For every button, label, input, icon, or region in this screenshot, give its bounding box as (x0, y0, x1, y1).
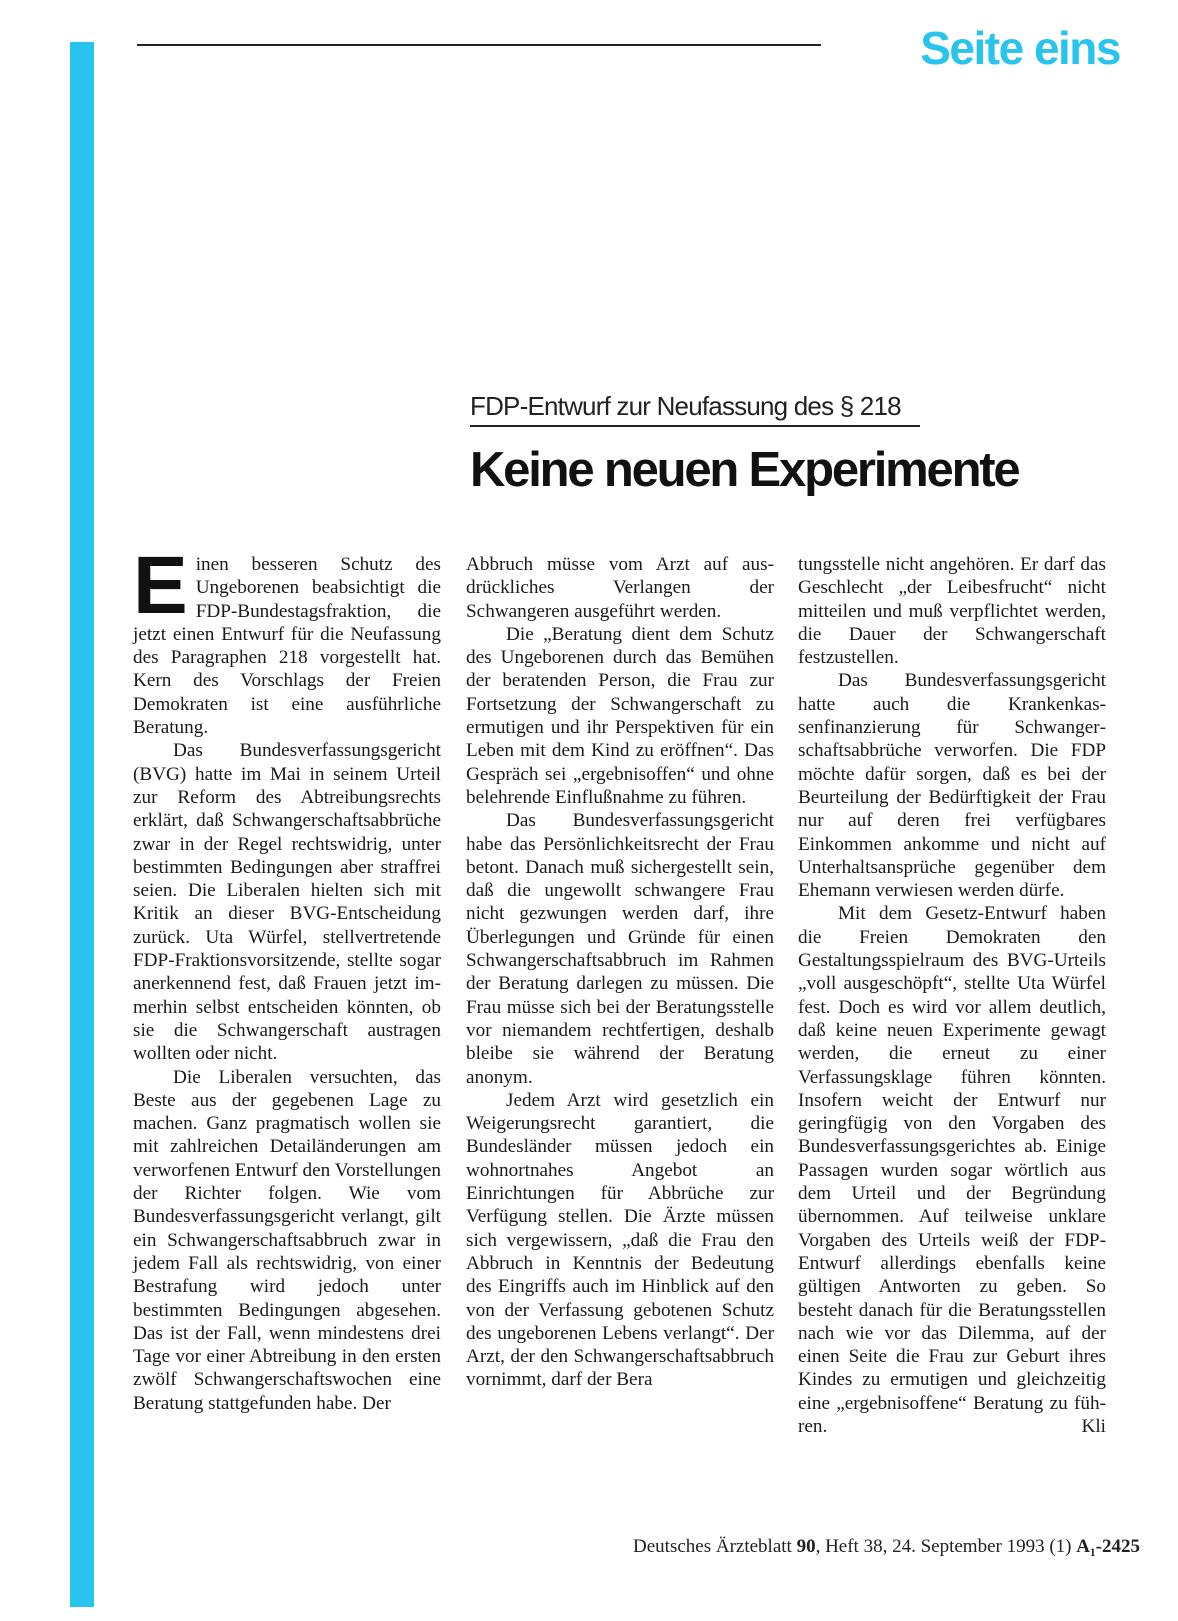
issue-date: , Heft 38, 24. September 1993 (1) (815, 1536, 1072, 1557)
paragraph-text: inen besseren Schutz des Ungeborenen beabsichtigt die FDP-Bundestagsfraktion, die jetzt einen Entwurf für die Neufassung des Paragraphen 218 vorgestellt hat. Kern des Vorschlags der Freien Demokraten ist eine ausführliche Beratung. (133, 554, 441, 739)
article-headline: Keine neuen Experimente (470, 443, 1019, 497)
paragraph: Jedem Arzt wird gesetzlich ein Weigerungsrecht garantiert, die Bundesländer müssen jedoch ein wohnortnahes Angebot an Einrichtungen für Abbrüche zur Verfügung stellen. Die Ärzte müssen sich vergewissern, „daß die Frau den Abbruch in Kenntnis der Bedeutung des Eingriffs auch im Hinblick auf den von der Verfassung gebotenen Schutz des ungeborenen Lebens verlangt“. Der Arzt, der den Schwangerschaftsabbruch vornimmt, darf der Bera (466, 1089, 774, 1391)
paragraph: Das Bundesverfassungsgericht hatte auch die Krankenkassenfinanzierung für Schwangerschaftsabbrüche verworfen. Die FDP möchte dafür sorgen, daß es bei der Beurteilung der Bedürftigkeit der Frau nur auf deren frei verfügbares Einkommen ankomme und nicht auf Unterhaltsansprüche gegenüber dem Ehemann verwiesen werden dürfe. (798, 670, 1106, 902)
page-footer (500, 1535, 1140, 1559)
accent-side-bar (70, 42, 94, 1607)
paragraph: Das Bundesverfassungsgericht (BVG) hatte im Mai in seinem Urteil zur Reform des Abtreibungsrechts erklärt, daß Schwangerschaftsabbrüche zwar in der Regel rechtswidrig, unter bestimmten Bedingungen aber straffrei seien. Die Liberalen hielten sich mit Kritik an dieser BVG-Entscheidung zurück. Uta Würfel, stellvertretende FDP-Fraktionsvorsitzende, stellte sogar anerkennend fest, daß Frauen jetzt immerhin selbst entscheiden könnten, ob sie die Schwangerschaft austragen wollten oder nicht. (133, 740, 441, 1065)
journal-name: Deutsches Ärzteblatt (633, 1536, 792, 1557)
paragraph: Abbruch müsse vom Arzt auf ausdrückliches Verlangen der Schwangeren ausgeführt werden. (466, 554, 774, 622)
drop-cap: E (133, 540, 188, 631)
top-rule (137, 44, 821, 46)
paragraph: Das Bundesverfassungsgericht habe das Persönlichkeitsrecht der Frau betont. Danach muß sichergestellt sein, daß die ungewollt schwangere Frau nicht gezwungen werden darf, ihre Überlegungen und Gründe für einen Schwangerschaftsabbruch im Rahmen der Beratung darlegen zu müssen. Die Frau müsse sich bei der Beratungsstelle vor niemandem rechtfertigen, deshalb bleibe sie während der Beratung anonym. (466, 810, 774, 1088)
article-kicker: FDP-Entwurf zur Neufassung des § 218 (470, 390, 920, 427)
paragraph: Mit dem Gesetz-Entwurf haben die Freien Demokraten den Gestaltungsspielraum des BVG-Urteils „voll ausgeschöpft“, stellte Uta Würfel fest. Doch es wird vor allem deutlich, daß keine neuen Experimente gewagt werden, die erneut zu einer Verfassungsklage führen könnten. Insofern weicht der Entwurf nur geringfügig von den Vorgaben des Bundesverfassungsgerichtes ab. Einige Passagen wurden sogar wörtlich aus dem Urteil und der Begründung übernommen. Auf teilweise unklare Vorgaben des Urteils weiß der FDP-Entwurf allerdings ebenfalls keine gültigen Antworten zu geben. So besteht danach für die Beratungsstellen nach wie vor das Dilemma, auf der einen Seite die Frau zur Geburt ihres Kindes zu ermutigen und gleichzeitig eine „ergebnisoffene“ Beratung zu führen. (798, 903, 1106, 1437)
paragraph: Die Liberalen versuchten, das Beste aus der gegebenen Lage zu machen. Ganz pragmatisch wollen sie mit zahlreichen Detailänderungen am verworfenen Entwurf den Vorstellungen der Richter folgen. Wie vom Bundesverfassungsgericht verlangt, gilt ein Schwangerschaftsabbruch zwar in jedem Fall als rechtswidrig, von einer Bestrafung wird jedoch unter bestimmten Bedingungen abgesehen. Das ist der Fall, wenn mindestens drei Tage vor einer Abtreibung in den ersten zwölf Schwangerschaftswochen eine Beratung stattgefunden habe. Der (133, 1066, 441, 1414)
article-column-2 (466, 553, 774, 1392)
paragraph: Die „Beratung dient dem Schutz des Ungeborenen durch das Bemühen der beratenden Person, die Frau zur Fortsetzung der Schwangerschaft zu ermutigen und ihr Perspektiven für ein Leben mit dem Kind zu eröffnen“. Das Gespräch sei „ergebnisoffen“ und ohne belehrende Einflußnahme zu führen. (466, 623, 774, 808)
page-number: A₁-2425 (1076, 1536, 1140, 1557)
article-column-1 (133, 540, 441, 1415)
paragraph (133, 540, 441, 739)
author-signature: Kli (1081, 1416, 1106, 1438)
paragraph: tungsstelle nicht angehören. Er darf das Geschlecht „der Leibesfrucht“ nicht mitteilen und muß verpflichtet werden, die Dauer der Schwangerschaft festzustellen. (798, 554, 1106, 669)
journal-volume: 90 (796, 1536, 816, 1557)
section-label: Seite eins (920, 22, 1120, 74)
article-column-3 (798, 553, 1106, 1439)
